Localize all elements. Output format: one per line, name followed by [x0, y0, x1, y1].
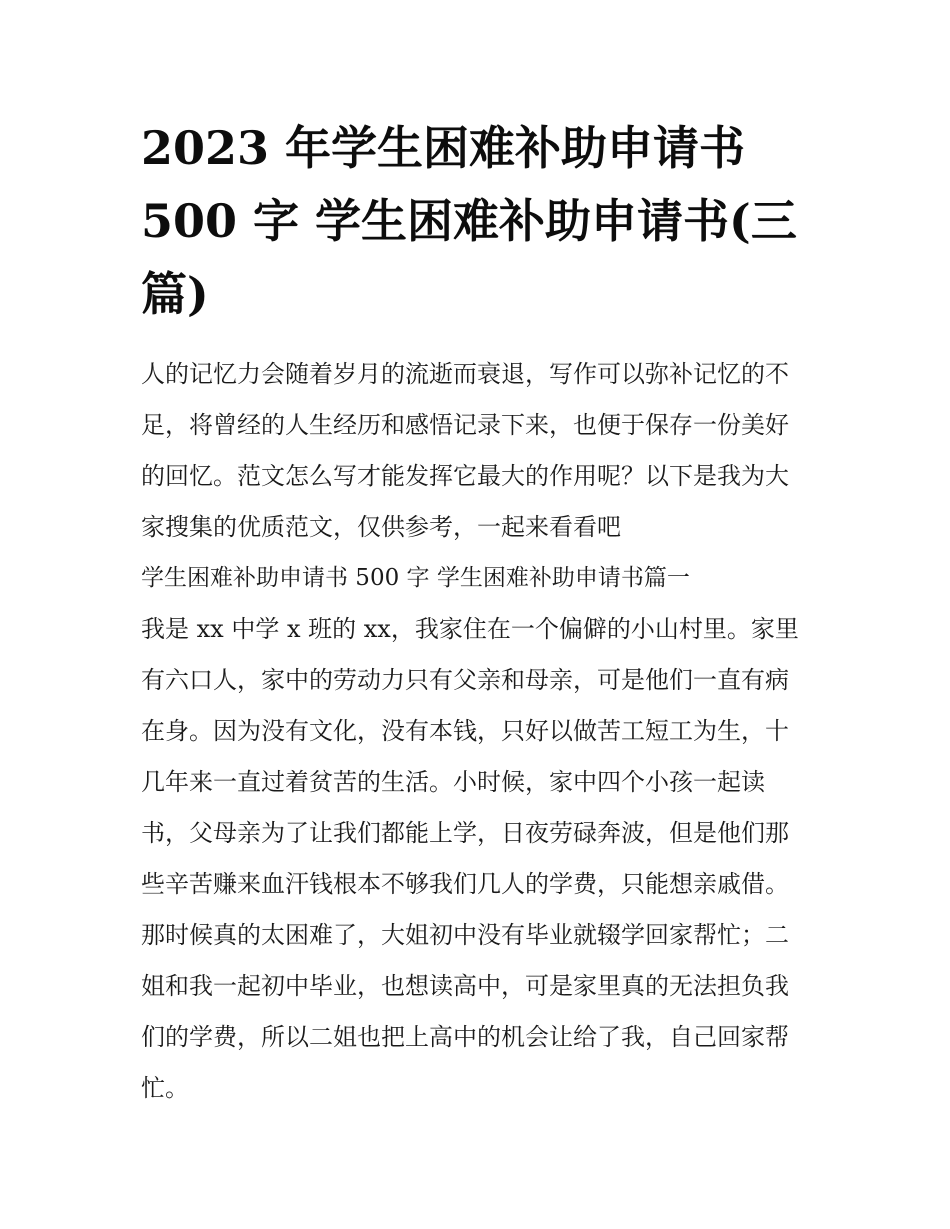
section-heading: 学生困难补助申请书 500 字 学生困难补助申请书篇一 [141, 565, 690, 591]
title-line: 2023 年学生困难补助申请书 [141, 121, 746, 175]
paragraph-line: 在身。因为没有文化，没有本钱，只好以做苦工短工为生，十 [141, 717, 789, 745]
title-line: 500 字 学生困难补助申请书(三 [141, 194, 797, 248]
paragraph-line: 我是 xx 中学 x 班的 xx，我家住在一个偏僻的小山村里。家里 [141, 615, 799, 643]
document-body [141, 349, 821, 1114]
paragraph-line: 家搜集的优质范文，仅供参考，一起来看看吧 [141, 513, 621, 541]
paragraph-line: 书，父母亲为了让我们都能上学，日夜劳碌奔波，但是他们那 [141, 819, 789, 847]
paragraph-line: 人的记忆力会随着岁月的流逝而衰退，写作可以弥补记忆的不 [141, 360, 789, 388]
paragraph-line: 几年来一直过着贫苦的生活。小时候，家中四个小孩一起读 [141, 768, 765, 796]
document-title [141, 112, 821, 331]
paragraph-line: 有六口人，家中的劳动力只有父亲和母亲，可是他们一直有病 [141, 666, 789, 694]
title-line: 篇) [141, 267, 209, 321]
paragraph-line: 那时候真的太困难了，大姐初中没有毕业就辍学回家帮忙；二 [141, 921, 789, 949]
paragraph-line: 足，将曾经的人生经历和感悟记录下来，也便于保存一份美好 [141, 411, 789, 439]
paragraph-line: 的回忆。范文怎么写才能发挥它最大的作用呢？以下是我为大 [141, 462, 789, 490]
document-page [141, 112, 821, 1114]
paragraph-line: 忙。 [141, 1074, 189, 1102]
paragraph-line: 们的学费，所以二姐也把上高中的机会让给了我，自己回家帮 [141, 1023, 789, 1051]
paragraph-line: 姐和我一起初中毕业，也想读高中，可是家里真的无法担负我 [141, 972, 789, 1000]
paragraph-line: 些辛苦赚来血汗钱根本不够我们几人的学费，只能想亲戚借。 [141, 870, 789, 898]
intro-paragraph [141, 349, 821, 553]
section-paragraph [141, 604, 821, 1114]
